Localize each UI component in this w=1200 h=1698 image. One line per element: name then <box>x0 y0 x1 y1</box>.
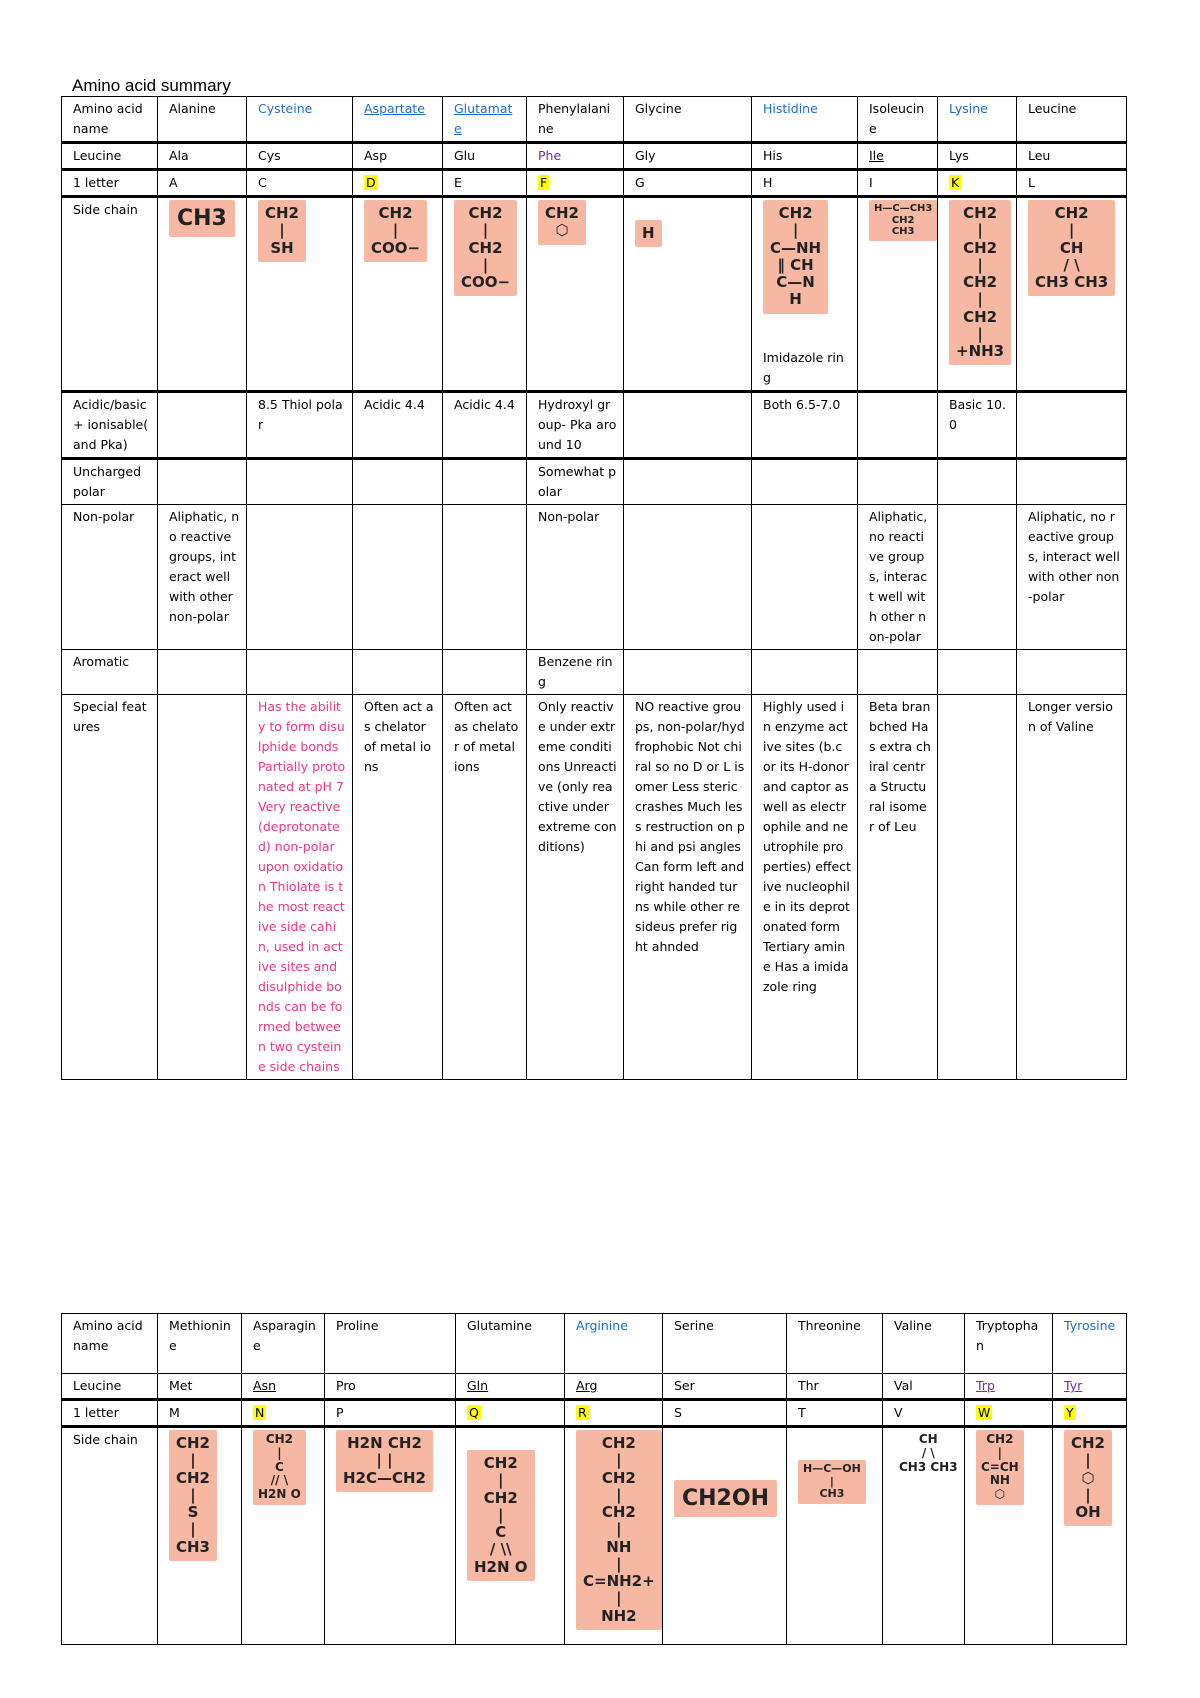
letter: I <box>869 175 873 190</box>
cell-special: Has the ability to form disulphide bonds Partially protonated at pH 7 Very reactive (deprotonated) non-polar upon oxidation Thiolate is the most reactive side cahin, used in active sites and disulphide bonds can be formed between two cysteine side chains <box>247 695 353 1080</box>
cell-acidic: Acidic 4.4 <box>443 392 527 459</box>
structure-line: CH2 <box>1054 204 1089 222</box>
cell-one <box>752 170 858 197</box>
letter: E <box>454 175 462 190</box>
structure-line: CH2 <box>468 204 503 222</box>
cell-acidic: Both 6.5-7.0 <box>752 392 858 459</box>
structure-line: C=CH <box>981 1459 1019 1474</box>
row-label: Non-polar <box>62 505 158 650</box>
structure-image <box>1064 1430 1112 1526</box>
cell-aromatic <box>1017 650 1127 695</box>
amino-acid-table-1 <box>61 96 1127 1080</box>
cell-name: Glutamine <box>456 1314 565 1374</box>
cell-name: Valine <box>883 1314 965 1374</box>
cell-three: Val <box>883 1374 965 1400</box>
structure-line: / \ <box>921 1445 935 1460</box>
letter-highlight: Q <box>469 1405 479 1420</box>
cell-acidic: Basic 10.0 <box>938 392 1017 459</box>
structure-line: ⬡ <box>555 221 569 240</box>
cell-side <box>787 1427 883 1645</box>
cell-one <box>527 170 624 197</box>
cell-name: Methionine <box>158 1314 242 1374</box>
cell-name: Glutamate <box>443 97 527 143</box>
structure-line: CH2 <box>545 204 579 222</box>
cell-name: Cysteine <box>247 97 353 143</box>
row-label: Amino acid name <box>62 1314 158 1374</box>
structure-line: CH2 <box>986 1432 1014 1446</box>
letter: M <box>169 1405 180 1420</box>
letter: H <box>763 175 773 190</box>
row-one-letter <box>62 170 1127 197</box>
cell-one <box>1053 1400 1127 1427</box>
cell-three: Pro <box>325 1374 456 1400</box>
letter: L <box>1028 175 1035 190</box>
structure-line: | <box>997 1445 1003 1460</box>
cell-three: Trp <box>965 1374 1053 1400</box>
structure-line: | <box>482 221 489 240</box>
letter: G <box>635 175 645 190</box>
cell-side <box>443 197 527 392</box>
row-label: Leucine <box>62 1374 158 1400</box>
structure-line: CH3 <box>177 206 227 231</box>
structure-line: | <box>392 221 399 240</box>
structure-line: | <box>482 255 489 274</box>
structure-line: | <box>1085 1451 1091 1470</box>
cell-special: NO reactive groups, non-polar/hydfrophobic Not chiral so no D or L isomer Less steric crashes Much less restruction on phi and psi angles Can form left and right handed turns while other resideus prefer right ahnded <box>624 695 752 1080</box>
cell-three: Asp <box>353 143 443 170</box>
cell-aromatic <box>938 650 1017 695</box>
cell-side <box>1053 1427 1127 1645</box>
cell-one <box>1017 170 1127 197</box>
cell-side <box>663 1427 787 1645</box>
cell-three: Glu <box>443 143 527 170</box>
cell-special: Longer version of Valine <box>1017 695 1127 1080</box>
structure-line: | <box>829 1474 834 1488</box>
cell-nonpolar: Aliphatic, no reactive groups, interact well with other non-polar <box>858 505 938 650</box>
structure-line: CH2 <box>265 1432 294 1446</box>
cell-aromatic <box>247 650 353 695</box>
cell-special: Highly used in enzyme active sites (b.c or its H-donor and captor as well as electrophile and neutrophile properties) effective nucleophile in its deprotonated form Tertiary amine Has a imidazole ring <box>752 695 858 1080</box>
cell-name: Tryptophan <box>965 1314 1053 1374</box>
cell-name: Asparagine <box>242 1314 325 1374</box>
structure-line: CH3 <box>891 226 915 237</box>
structure-line: CH2 <box>963 273 998 291</box>
letter: S <box>674 1405 682 1420</box>
cell-nonpolar <box>443 505 527 650</box>
cell-side <box>353 197 443 392</box>
cell-three: Leu <box>1017 143 1127 170</box>
structure-line: | <box>498 1505 504 1524</box>
side-note: Imidazole ring <box>763 350 844 385</box>
structure-line: | <box>498 1471 504 1490</box>
cell-aromatic <box>353 650 443 695</box>
structure-line: +NH3 <box>956 342 1005 360</box>
structure-line: CH2 <box>963 238 998 257</box>
letter: P <box>336 1405 344 1420</box>
structure-line: ⬡ <box>1081 1468 1095 1487</box>
structure-line: | <box>1085 1485 1091 1504</box>
structure-line: H2C—CH2 <box>343 1468 426 1487</box>
cell-name: Glycine <box>624 97 752 143</box>
letter: V <box>894 1405 903 1420</box>
structure-line: / \\ <box>489 1540 512 1559</box>
cell-acidic: Hydroxyl group- Pka around 10 <box>527 392 624 459</box>
cell-uncharged <box>158 459 247 505</box>
structure-line: CH2 <box>601 1503 636 1521</box>
row-label: 1 letter <box>62 170 158 197</box>
cell-side <box>752 197 858 392</box>
cell-side <box>527 197 624 392</box>
structure-line: | <box>792 221 799 240</box>
structure-image <box>949 200 1011 365</box>
cell-nonpolar: Aliphatic, no reactive groups, interact well with other non-polar <box>158 505 247 650</box>
structure-line: CH2 <box>378 204 413 222</box>
cell-three: His <box>752 143 858 170</box>
structure-line: | <box>190 1485 196 1504</box>
structure-line: CH2 <box>891 214 915 226</box>
row-label: Amino acid name <box>62 97 158 143</box>
structure-line: H <box>642 224 655 242</box>
structure-line: COO− <box>461 273 511 291</box>
cell-name: Proline <box>325 1314 456 1374</box>
amino-acid-table-2 <box>61 1313 1127 1645</box>
cell-side <box>242 1427 325 1645</box>
row-three-letter <box>62 143 1127 170</box>
structure-image <box>538 200 586 245</box>
structure-image <box>763 200 828 314</box>
structure-line: | <box>277 1445 282 1460</box>
letter: A <box>169 175 178 190</box>
structure-line: SH <box>270 238 294 257</box>
cell-uncharged <box>624 459 752 505</box>
structure-image <box>576 1430 662 1630</box>
cell-aromatic <box>752 650 858 695</box>
structure-line: C—NH <box>770 238 822 257</box>
cell-aromatic <box>443 650 527 695</box>
row-uncharged <box>62 459 1127 505</box>
structure-line: CH2 <box>601 1468 636 1487</box>
cell-name: Arginine <box>565 1314 663 1374</box>
row-aromatic <box>62 650 1127 695</box>
structure-line: C <box>495 1523 507 1541</box>
cell-one <box>883 1400 965 1427</box>
structure-line: CH3 <box>176 1537 210 1556</box>
structure-line: CH2 <box>963 204 998 222</box>
cell-side <box>858 197 938 392</box>
cell-special: Often act as chelator of metal ions <box>353 695 443 1080</box>
cell-uncharged <box>353 459 443 505</box>
cell-name: Alanine <box>158 97 247 143</box>
cell-name: Histidine <box>752 97 858 143</box>
cell-three: Met <box>158 1374 242 1400</box>
structure-image <box>336 1430 433 1492</box>
letter: C <box>258 175 267 190</box>
cell-three: Cys <box>247 143 353 170</box>
structure-line: H—C—CH3 <box>874 203 933 214</box>
structure-line: CH2 <box>483 1454 518 1472</box>
letter: T <box>798 1405 806 1420</box>
cell-uncharged: Somewhat polar <box>527 459 624 505</box>
cell-special: Only reactive under extreme conditions Unreactive (only reactive under extreme conditions) <box>527 695 624 1080</box>
structure-line: | <box>616 1554 622 1573</box>
structure-line: CH <box>1059 238 1084 257</box>
structure-image <box>258 200 306 262</box>
cell-one <box>938 170 1017 197</box>
cell-three: Phe <box>527 143 624 170</box>
cell-three: Gln <box>456 1374 565 1400</box>
structure-line: | <box>190 1520 196 1539</box>
cell-name: Threonine <box>787 1314 883 1374</box>
cell-nonpolar: Aliphatic, no reactive groups, interact well with other non-polar <box>1017 505 1127 650</box>
cell-side <box>247 197 353 392</box>
cell-uncharged <box>443 459 527 505</box>
row-label: 1 letter <box>62 1400 158 1427</box>
cell-acidic <box>624 392 752 459</box>
row-side-chain <box>62 197 1127 392</box>
structure-line: | <box>190 1451 196 1470</box>
row-name <box>62 1314 1127 1374</box>
cell-three: Ile <box>858 143 938 170</box>
cell-uncharged <box>938 459 1017 505</box>
structure-line: | <box>616 1451 622 1470</box>
cell-special <box>938 695 1017 1080</box>
structure-line: | <box>616 1520 622 1539</box>
structure-line: | <box>977 221 983 240</box>
structure-line: | <box>977 324 983 343</box>
structure-line: | <box>616 1589 622 1608</box>
cell-acidic: Acidic 4.4 <box>353 392 443 459</box>
cell-aromatic <box>858 650 938 695</box>
structure-image <box>869 200 937 241</box>
structure-line: H2N CH2 <box>347 1434 422 1452</box>
structure-line: CH2 <box>483 1488 518 1507</box>
row-label: Leucine <box>62 143 158 170</box>
structure-image <box>674 1480 777 1517</box>
cell-one <box>443 170 527 197</box>
row-label: Side chain <box>62 1427 158 1645</box>
structure-image <box>169 1430 217 1561</box>
cell-name: Tyrosine <box>1053 1314 1127 1374</box>
cell-three: Ala <box>158 143 247 170</box>
structure-line: / \ <box>1063 255 1080 274</box>
structure-image <box>454 200 517 296</box>
structure-line: CH3 <box>819 1487 845 1501</box>
cell-acidic <box>1017 392 1127 459</box>
cell-acidic: 8.5 Thiol polar <box>247 392 353 459</box>
cell-three: Lys <box>938 143 1017 170</box>
cell-one <box>663 1400 787 1427</box>
structure-line: | <box>616 1485 622 1504</box>
cell-one <box>247 170 353 197</box>
cell-uncharged <box>247 459 353 505</box>
structure-line: CH2 <box>601 1434 636 1452</box>
row-name <box>62 97 1127 143</box>
row-label: Special features <box>62 695 158 1080</box>
cell-one <box>965 1400 1053 1427</box>
cell-side <box>158 197 247 392</box>
row-label: Uncharged polar <box>62 459 158 505</box>
row-acidic <box>62 392 1127 459</box>
structure-line: OH <box>1075 1503 1101 1521</box>
cell-uncharged <box>752 459 858 505</box>
structure-line: CH2 <box>1071 1434 1105 1452</box>
cell-three: Ser <box>663 1374 787 1400</box>
cell-one <box>158 170 247 197</box>
cell-one <box>353 170 443 197</box>
cell-three: Thr <box>787 1374 883 1400</box>
cell-uncharged <box>858 459 938 505</box>
structure-line: NH <box>606 1537 632 1556</box>
structure-line: NH2 <box>601 1606 637 1625</box>
structure-line: COO− <box>371 238 421 257</box>
cell-one <box>325 1400 456 1427</box>
structure-line: | <box>977 255 983 274</box>
cell-nonpolar <box>353 505 443 650</box>
structure-line: CH2OH <box>682 1486 769 1511</box>
row-nonpolar <box>62 505 1127 650</box>
cell-side <box>938 197 1017 392</box>
letter-highlight: D <box>366 175 376 190</box>
structure-line: CH2 <box>468 238 503 257</box>
structure-line: ‖ CH <box>777 255 814 274</box>
structure-line: S <box>187 1503 199 1521</box>
row-three-letter <box>62 1374 1127 1400</box>
structure-line: CH3 CH3 <box>899 1459 958 1474</box>
structure-image <box>798 1460 866 1504</box>
cell-aromatic <box>624 650 752 695</box>
cell-one <box>158 1400 242 1427</box>
structure-line: ⬡ <box>994 1487 1006 1502</box>
structure-image <box>169 200 235 237</box>
cell-one <box>624 170 752 197</box>
structure-line: CH2 <box>176 1434 210 1452</box>
row-side-chain <box>62 1427 1127 1645</box>
structure-line: C <box>275 1459 284 1474</box>
cell-uncharged <box>1017 459 1127 505</box>
structure-line: | <box>279 221 285 240</box>
structure-line: NH <box>989 1473 1010 1488</box>
structure-image <box>364 200 427 262</box>
cell-name: Aspartate <box>353 97 443 143</box>
cell-special: Beta branbched Has extra chiral centra Structural isomer of Leu <box>858 695 938 1080</box>
cell-one <box>242 1400 325 1427</box>
structure-line: CH2 <box>176 1468 210 1487</box>
cell-nonpolar: Non-polar <box>527 505 624 650</box>
structure-image <box>1028 200 1115 296</box>
document-title: Amino acid summary <box>72 76 231 95</box>
structure-image <box>467 1450 535 1581</box>
structure-line: // \ <box>270 1473 289 1488</box>
structure-line: CH3 CH3 <box>1035 273 1109 291</box>
cell-name: Lysine <box>938 97 1017 143</box>
letter-highlight: F <box>540 175 548 190</box>
structure-line: CH2 <box>778 204 813 222</box>
cell-aromatic <box>158 650 247 695</box>
cell-three: Tyr <box>1053 1374 1127 1400</box>
row-special <box>62 695 1127 1080</box>
row-label: Side chain <box>62 197 158 392</box>
letter-highlight: N <box>255 1405 265 1420</box>
cell-special <box>158 695 247 1080</box>
cell-three: Arg <box>565 1374 663 1400</box>
cell-one <box>787 1400 883 1427</box>
cell-three: Asn <box>242 1374 325 1400</box>
cell-side <box>456 1427 565 1645</box>
cell-side <box>1017 197 1127 392</box>
cell-special: Often act as chelator of metal ions <box>443 695 527 1080</box>
structure-line: CH2 <box>963 307 998 326</box>
structure-line: | <box>977 290 983 309</box>
cell-side <box>325 1427 456 1645</box>
cell-nonpolar <box>938 505 1017 650</box>
structure-line: | <box>1068 221 1075 240</box>
structure-line: CH <box>918 1432 938 1446</box>
structure-line: CH2 <box>265 204 299 222</box>
cell-side <box>883 1427 965 1645</box>
row-label: Aromatic <box>62 650 158 695</box>
structure-image <box>976 1430 1024 1505</box>
cell-name: Leucine <box>1017 97 1127 143</box>
structure-line: C=NH2+ <box>583 1572 655 1590</box>
row-label: Acidic/basic+ ionisable( and Pka) <box>62 392 158 459</box>
cell-one <box>858 170 938 197</box>
cell-acidic <box>858 392 938 459</box>
cell-side <box>624 197 752 392</box>
cell-aromatic: Benzene ring <box>527 650 624 695</box>
structure-image <box>253 1430 306 1505</box>
structure-line: H—C—OH <box>803 1462 861 1475</box>
structure-line: H2N O <box>258 1487 301 1502</box>
cell-side <box>158 1427 242 1645</box>
row-one-letter <box>62 1400 1127 1427</box>
structure-image <box>894 1430 963 1477</box>
cell-nonpolar <box>752 505 858 650</box>
structure-image <box>635 220 662 247</box>
structure-line: H2N O <box>474 1557 528 1576</box>
cell-side <box>565 1427 663 1645</box>
letter-highlight: W <box>978 1405 991 1420</box>
cell-one <box>565 1400 663 1427</box>
cell-three: Gly <box>624 143 752 170</box>
cell-nonpolar <box>624 505 752 650</box>
cell-name: Phenylalanine <box>527 97 624 143</box>
letter-highlight: Y <box>1066 1405 1074 1420</box>
structure-line: C—N <box>776 273 815 291</box>
structure-line: | | <box>376 1451 393 1470</box>
cell-nonpolar <box>247 505 353 650</box>
cell-side <box>965 1427 1053 1645</box>
letter-highlight: R <box>578 1405 587 1420</box>
structure-line: H <box>789 290 802 309</box>
cell-one <box>456 1400 565 1427</box>
letter-highlight: K <box>951 175 960 190</box>
cell-name: Isoleucine <box>858 97 938 143</box>
cell-name: Serine <box>663 1314 787 1374</box>
cell-acidic <box>158 392 247 459</box>
